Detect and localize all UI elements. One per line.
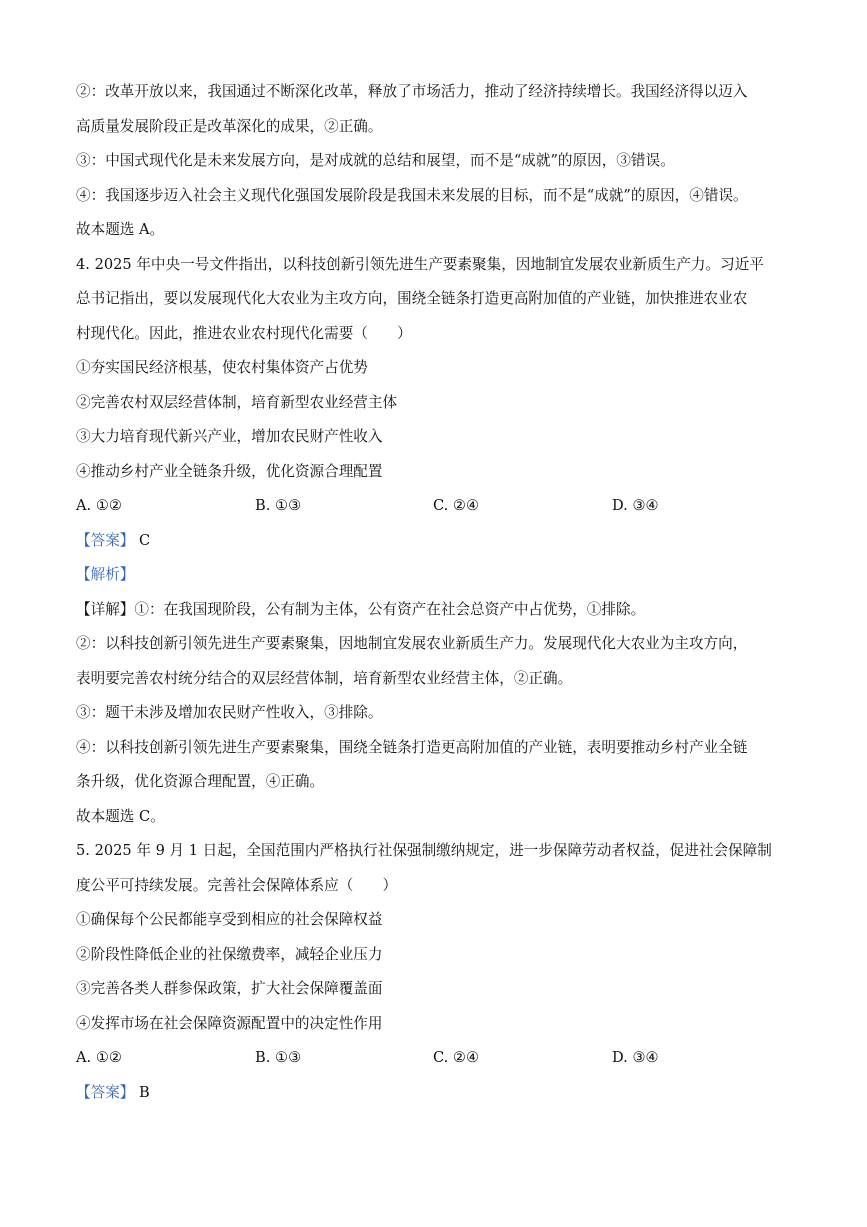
q5-item-1: ①确保每个公民都能享受到相应的社会保障权益 xyxy=(76,911,383,928)
analysis-tag: 【解析】 xyxy=(76,566,135,583)
q4-stem-line-3: 村现代化。因此，推进农业农村现代化需要（ ） xyxy=(76,325,412,342)
q4-conclusion: 故本题选 C。 xyxy=(76,808,165,825)
q5-answer-value: B xyxy=(139,1084,150,1101)
q5-option-a: A. ①② xyxy=(76,1049,122,1066)
q4-stem-line-1: 4. 2025 年中央一号文件指出，以科技创新引领先进生产要素聚集，因地制宜发展农业新质生产力。习近平 xyxy=(76,256,764,273)
q4-item-4: ④推动乡村产业全链条升级，优化资源合理配置 xyxy=(76,463,383,480)
q4-answer-line xyxy=(76,531,150,551)
answer-tag: 【答案】 xyxy=(76,1084,135,1101)
q3-analysis-line-2: ②：改革开放以来，我国通过不断深化改革，释放了市场活力，推动了经济持续增长。我国经济得以迈入 xyxy=(76,83,748,100)
q4-item-1: ①夯实国民经济根基，使农村集体资产占优势 xyxy=(76,359,368,376)
q4-detail-line-3: ③：题干未涉及增加农民财产性收入，③排除。 xyxy=(76,704,383,721)
q4-option-b: B. ①③ xyxy=(255,497,302,514)
q4-detail-line-2: ②：以科技创新引领先进生产要素聚集，因地制宜发展农业新质生产力。发展现代化大农业为主攻方向， xyxy=(76,635,748,652)
q4-detail-1-text: ①：在我国现阶段，公有制为主体，公有资产在社会总资产中占优势，①排除。 xyxy=(134,601,646,618)
q4-detail-line-1 xyxy=(76,600,645,620)
q4-detail-line-4-cont: 条升级，优化资源合理配置，④正确。 xyxy=(76,773,325,790)
q5-answer-line xyxy=(76,1083,150,1103)
q4-item-2: ②完善农村双层经营体制，培育新型农业经营主体 xyxy=(76,394,398,411)
q5-stem-line-2: 度公平可持续发展。完善社会保障体系应（ ） xyxy=(76,877,398,894)
q3-conclusion: 故本题选 A。 xyxy=(76,221,165,238)
q5-stem-line-1: 5. 2025 年 9 月 1 日起，全国范围内严格执行社保强制缴纳规定，进一步保障劳动者权益，促进社会保障制 xyxy=(76,842,772,859)
q5-option-b: B. ①③ xyxy=(255,1049,302,1066)
q4-item-3: ③大力培育现代新兴产业，增加农民财产性收入 xyxy=(76,428,383,445)
q3-analysis-line-4: ④：我国逐步迈入社会主义现代化强国发展阶段是我国未来发展的目标，而不是“成就”的原因，④错误。 xyxy=(76,187,748,204)
q4-option-d: D. ③④ xyxy=(612,497,659,514)
q5-option-d: D. ③④ xyxy=(612,1049,659,1066)
q4-detail-line-4: ④：以科技创新引领先进生产要素聚集，围绕全链条打造更高附加值的产业链，表明要推动乡村产业全链 xyxy=(76,739,748,756)
q4-analysis-heading xyxy=(76,565,134,585)
q3-analysis-line-3: ③：中国式现代化是未来发展方向，是对成就的总结和展望，而不是“成就”的原因，③错误。 xyxy=(76,152,675,169)
q4-stem-line-2: 总书记指出，要以发展现代化大农业为主攻方向，围绕全链条打造更高附加值的产业链，加快推进农业农 xyxy=(76,290,748,307)
q3-analysis-line-2-cont: 高质量发展阶段正是改革深化的成果，②正确。 xyxy=(76,118,383,135)
q5-item-4: ④发挥市场在社会保障资源配置中的决定性作用 xyxy=(76,1015,383,1032)
detail-tag: 【详解】 xyxy=(76,601,135,618)
q5-item-2: ②阶段性降低企业的社保缴费率，减轻企业压力 xyxy=(76,946,383,963)
q4-option-c: C. ②④ xyxy=(433,497,480,514)
answer-tag: 【答案】 xyxy=(76,532,135,549)
q4-detail-line-2-cont: 表明要完善农村统分结合的双层经营体制，培育新型农业经营主体，②正确。 xyxy=(76,670,573,687)
q5-option-c: C. ②④ xyxy=(433,1049,480,1066)
q4-option-a: A. ①② xyxy=(76,497,122,514)
q4-answer-value: C xyxy=(139,532,151,549)
q5-item-3: ③完善各类人群参保政策，扩大社会保障覆盖面 xyxy=(76,980,383,997)
